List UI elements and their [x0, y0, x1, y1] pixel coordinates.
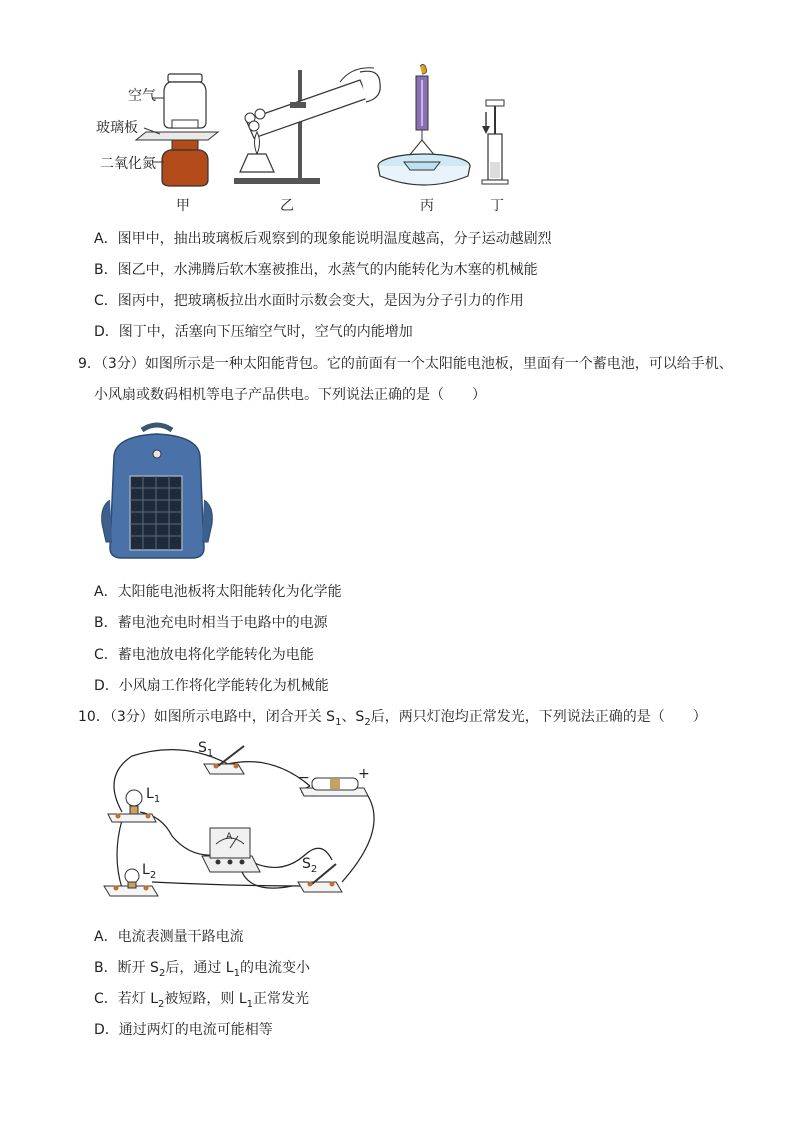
label-s2 [302, 856, 317, 878]
q10-option-b-post: 的电流变小 [239, 960, 310, 976]
label-l1-sub: 1 [153, 793, 161, 805]
q10-option-c-sub2: 1 [246, 998, 254, 1010]
caption-yi: 乙 [280, 198, 294, 214]
label-l2-letter: L [142, 862, 150, 878]
caption-ding: 丁 [490, 198, 504, 214]
q10-option-c-sub1: 2 [158, 998, 165, 1010]
label-s1 [198, 740, 213, 762]
solar-backpack-image [98, 420, 216, 562]
test-tube-apparatus [234, 68, 380, 184]
q10-stem-sub1: 1 [335, 716, 342, 728]
q10-option-b-sub1: 2 [158, 967, 166, 979]
label-l2-sub: 2 [149, 869, 157, 881]
q8-figure-svg [90, 62, 530, 222]
q9-option-a: A．太阳能电池板将太阳能转化为化学能 [94, 584, 342, 600]
q10-option-d: D．通过两灯的电流可能相等 [94, 1022, 273, 1038]
circuit-diagram-svg [92, 736, 392, 912]
q9-option-b: B．蓄电池充电时相当于电路中的电源 [94, 615, 328, 631]
q10-stem [78, 708, 707, 732]
q8-option-d: D．图丁中，活塞向下压缩空气时，空气的内能增加 [94, 324, 413, 340]
spring-scale-apparatus [378, 64, 470, 185]
q10-option-b-sub2: 1 [233, 967, 240, 979]
label-s2-sub: 2 [310, 863, 318, 875]
q10-option-c-mid: 被短路，则 L [164, 991, 247, 1007]
q8-option-c: C．图丙中，把玻璃板拉出水面时示数会变大，是因为分子引力的作用 [94, 293, 524, 309]
label-s1-letter: S [198, 740, 207, 756]
q9-option-d: D．小风扇工作将化学能转化为机械能 [94, 678, 329, 694]
q10-stem-post: 后，两只灯泡均正常发光，下列说法正确的是（ ） [370, 709, 707, 725]
label-l1-letter: L [146, 786, 154, 802]
label-s2-letter: S [302, 856, 311, 872]
q9-option-c: C．蓄电池放电将化学能转化为电能 [94, 647, 314, 663]
q10-stem-pre: 10．（3分）如图所示电路中，闭合开关 S [78, 709, 336, 725]
label-ammeter: A [226, 832, 233, 842]
q10-stem-mid: 、S [341, 709, 365, 725]
label-l1 [146, 786, 160, 808]
syringe-apparatus [482, 100, 508, 184]
caption-bing: 丙 [420, 198, 434, 214]
q10-option-c-post: 正常发光 [253, 991, 310, 1007]
label-plus: + [358, 766, 370, 782]
circuit-diagram [92, 736, 392, 912]
q10-option-a: A．电流表测量干路电流 [94, 929, 244, 945]
q8-option-b: B．图乙中，水沸腾后软木塞被推出，水蒸气的内能转化为木塞的机械能 [94, 262, 538, 278]
caption-jia: 甲 [176, 198, 190, 214]
q9-stem-line2: 小风扇或数码相机等电子产品供电。下列说法正确的是（ ） [94, 387, 486, 403]
label-l2 [142, 862, 156, 884]
q10-option-b [94, 959, 310, 983]
q10-option-b-mid: 后，通过 L [165, 960, 234, 976]
solar-backpack-svg [98, 420, 216, 562]
label-s1-sub: 1 [206, 747, 214, 759]
label-nitrogen-dioxide: 二氧化氮 [100, 156, 156, 172]
q9-stem-line1: 9．（3分）如图所示是一种太阳能背包。它的前面有一个太阳能电池板，里面有一个蓄电池，可以给手机、 [78, 356, 733, 372]
q8-figure [90, 62, 530, 222]
q10-option-c [94, 990, 309, 1014]
q10-option-b-pre: B．断开 S [94, 960, 159, 976]
label-air: 空气 [128, 88, 156, 104]
label-minus: − [298, 770, 310, 786]
label-glass-plate: 玻璃板 [96, 120, 138, 136]
q10-option-c-pre: C．若灯 L [94, 991, 159, 1007]
q10-stem-sub2: 2 [364, 716, 371, 728]
q8-option-a: A．图甲中，抽出玻璃板后观察到的现象能说明温度越高，分子运动越剧烈 [94, 231, 552, 247]
